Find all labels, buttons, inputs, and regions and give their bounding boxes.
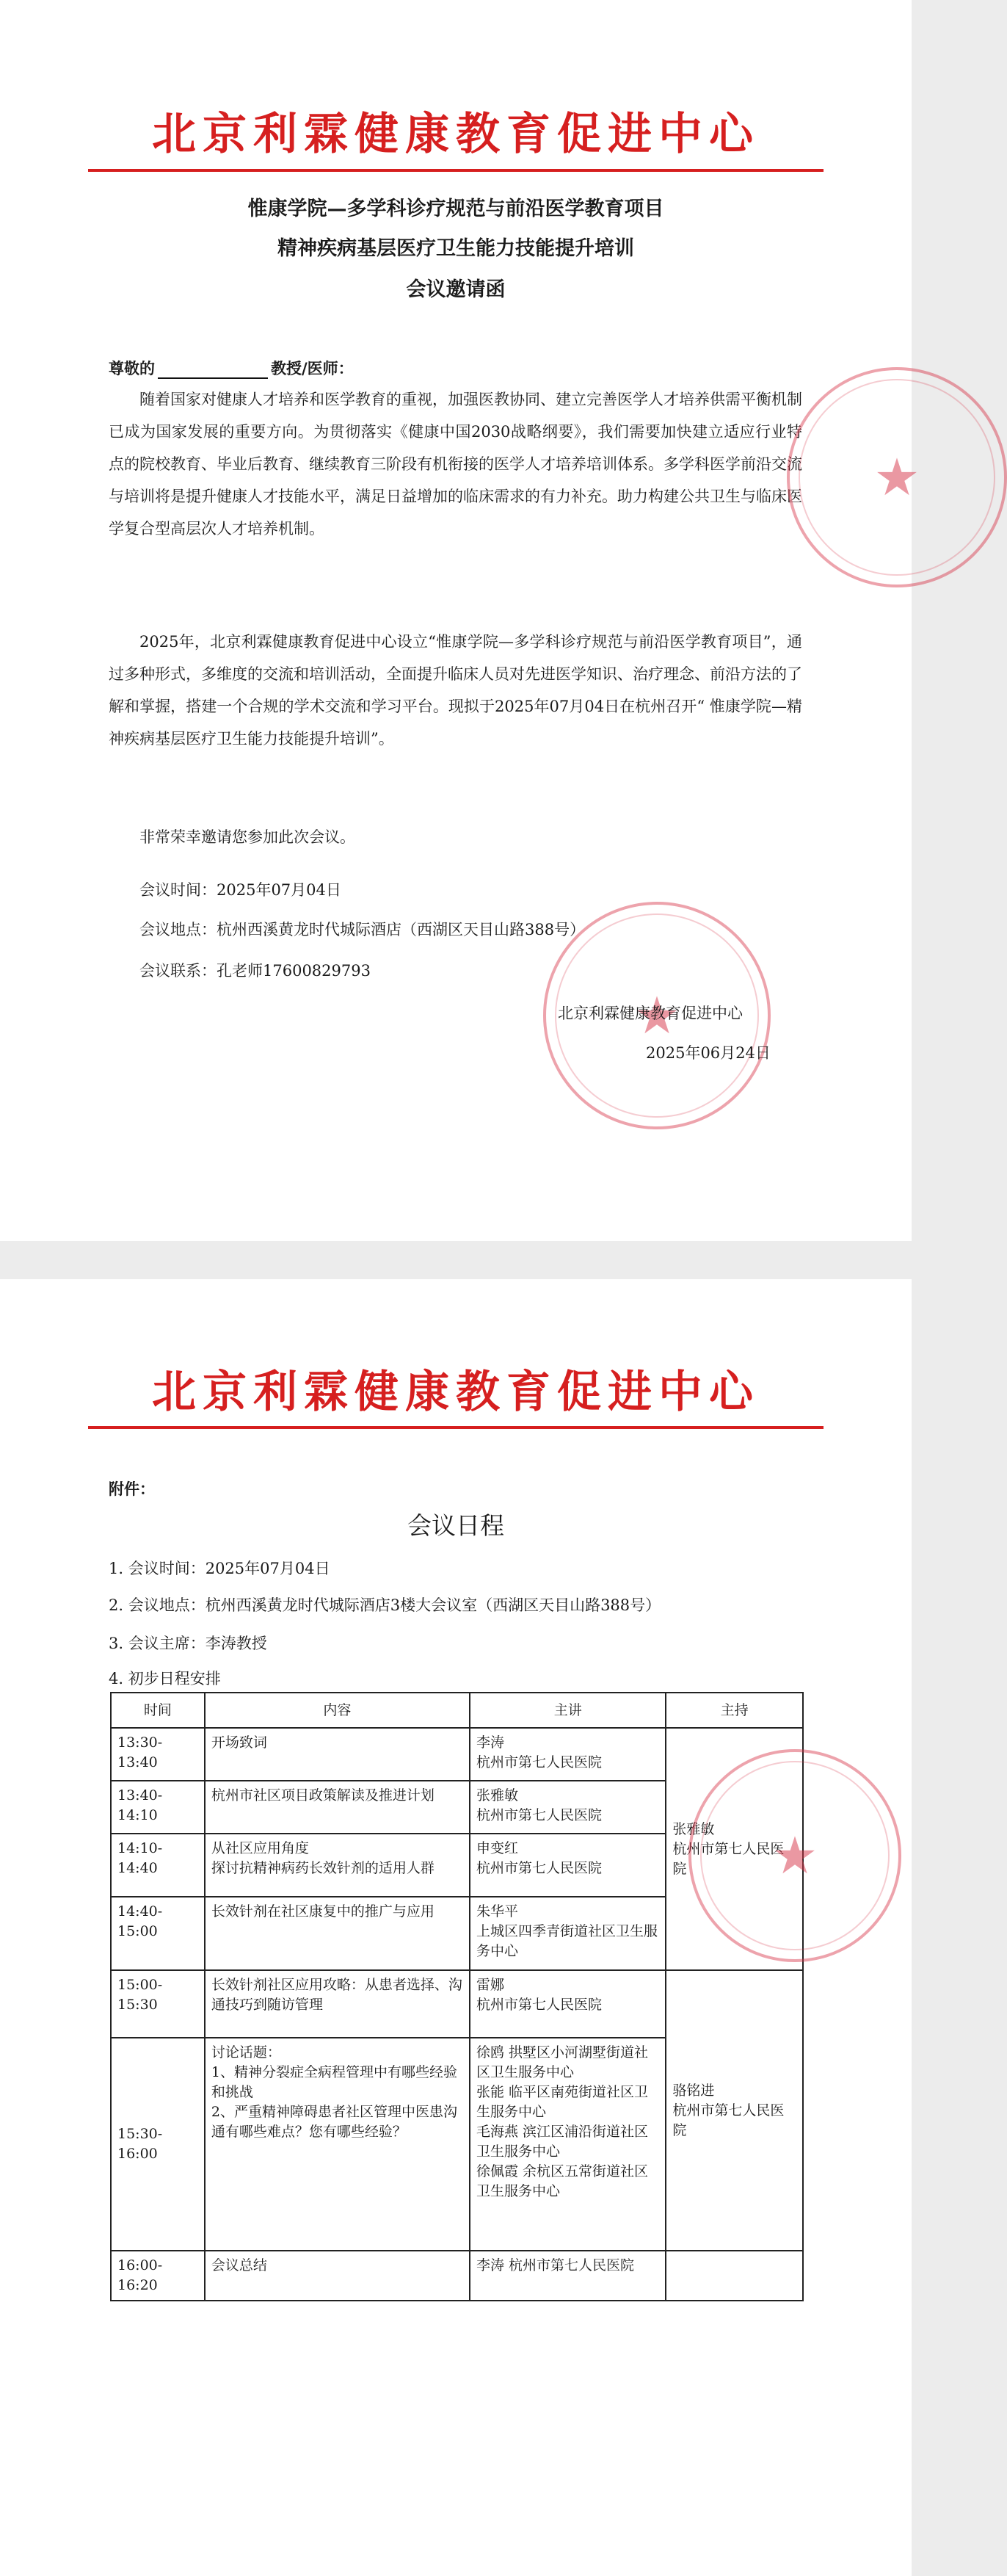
invitation-page bbox=[0, 0, 920, 1241]
table-row bbox=[111, 1728, 803, 1781]
seal-star-icon: ★ bbox=[633, 985, 680, 1046]
row-content: 会议总结 bbox=[205, 2251, 470, 2301]
info-place: 2. 会议地点：杭州西溪黄龙时代城际酒店3楼大会议室（西湖区天目山路388号） bbox=[109, 1596, 661, 1614]
paragraph-invite: 非常荣幸邀请您参加此次会议。 bbox=[139, 828, 355, 846]
seal-star-icon: ★ bbox=[771, 1826, 818, 1886]
salutation bbox=[109, 357, 354, 379]
row-time: 15:00-15:30 bbox=[111, 1970, 205, 2038]
paragraph-project: 2025年，北京利霖健康教育促进中心设立“惟康学院—多学科诊疗规范与前沿医学教育项目”，通过多种形式，多维度的交流和培训活动，全面提升临床人员对先进医学知识、治疗理念、前沿方法的了解和掌握，搭建一个合规的学术交流和学习平台。现拟于2025年07月04日在杭州召开“ 惟康学院—精神疾病基层医疗卫生能力技能提升培训”。 bbox=[109, 633, 802, 748]
header-host: 主持 bbox=[666, 1693, 803, 1728]
meeting-contact: 会议联系：孔老师17600829793 bbox=[139, 962, 371, 980]
training-title: 精神疾病基层医疗卫生能力技能提升培训 bbox=[277, 237, 634, 260]
salutation-suffix: 教授/医师： bbox=[271, 359, 354, 377]
row-speaker: 申变红 杭州市第七人民医院 bbox=[470, 1834, 666, 1897]
header-time: 时间 bbox=[111, 1693, 205, 1728]
letter-title: 会议邀请函 bbox=[406, 278, 506, 301]
row-time: 14:40-15:00 bbox=[111, 1897, 205, 1970]
row-time: 15:30-16:00 bbox=[111, 2038, 205, 2251]
row-speaker: 徐鸥 拱墅区小河湖墅街道社区卫生服务中心 张能 临平区南苑街道社区卫生服务中心 毛海燕 滨江区浦沿街道社区卫生服务中心 徐佩霞 余杭区五常街道社区卫生服务中心 bbox=[470, 2038, 666, 2251]
row-content: 讨论话题： 1、精神分裂症全病程管理中有哪些经验和挑战 2、严重精神障碍患者社区管理中医患沟通有哪些难点？您有哪些经验？ bbox=[205, 2038, 470, 2251]
letterhead-rule bbox=[88, 169, 824, 172]
row-content: 开场致词 bbox=[205, 1728, 470, 1781]
star-seal-icon bbox=[787, 367, 1007, 587]
letterhead-rule bbox=[88, 1426, 824, 1429]
row-content: 长效针剂在社区康复中的推广与应用 bbox=[205, 1897, 470, 1970]
info-time: 1. 会议时间：2025年07月04日 bbox=[109, 1560, 330, 1577]
table-row bbox=[111, 2251, 803, 2301]
signature-date: 2025年06月24日 bbox=[646, 1044, 771, 1062]
host-cell-1: 张雅敏 杭州市第七人民医院 bbox=[666, 1728, 803, 1970]
row-speaker: 雷娜 杭州市第七人民医院 bbox=[470, 1970, 666, 2038]
table-header-row bbox=[111, 1693, 803, 1728]
header-speaker: 主讲 bbox=[470, 1693, 666, 1728]
attachment-label: 附件： bbox=[109, 1480, 155, 1498]
salutation-prefix: 尊敬的 bbox=[109, 359, 155, 377]
row-content: 杭州市社区项目政策解读及推进计划 bbox=[205, 1781, 470, 1834]
name-blank bbox=[158, 361, 268, 379]
row-content: 从社区应用角度 探讨抗精神病药长效针剂的适用人群 bbox=[205, 1834, 470, 1897]
letterhead-title: 北京利霖健康教育促进中心 bbox=[152, 1367, 760, 1418]
row-speaker: 李涛 杭州市第七人民医院 bbox=[470, 1728, 666, 1781]
meeting-place: 会议地点：杭州西溪黄龙时代城际酒店（西湖区天目山路388号） bbox=[139, 921, 586, 938]
header-content: 内容 bbox=[205, 1693, 470, 1728]
row-speaker: 张雅敏 杭州市第七人民医院 bbox=[470, 1781, 666, 1834]
paragraph-background: 随着国家对健康人才培养和医学教育的重视，加强医教协同、建立完善医学人才培养供需平衡机制已成为国家发展的重要方向。为贯彻落实《健康中国2030战略纲要》，我们需要加快建立适应行业特点的院校教育、毕业后教育、继续教育三阶段有机衔接的医学人才培养培训体系。多学科医学前沿交流与培训将是提升健康人才技能水平，满足日益增加的临床需求的有力补充。助力构建公共卫生与临床医学复合型高层次人才培养机制。 bbox=[109, 391, 802, 538]
row-speaker: 朱华平 上城区四季青街道社区卫生服务中心 bbox=[470, 1897, 666, 1970]
row-time: 14:10-14:40 bbox=[111, 1834, 205, 1897]
signature-org: 北京利霖健康教育促进中心 bbox=[558, 1005, 743, 1022]
row-time: 13:40-14:10 bbox=[111, 1781, 205, 1834]
table-row bbox=[111, 1970, 803, 2038]
host-cell-2: 骆铭进 杭州市第七人民医院 bbox=[666, 1970, 803, 2251]
info-agenda: 4. 初步日程安排 bbox=[109, 1670, 221, 1687]
schedule-page bbox=[0, 1279, 912, 2576]
page-gap bbox=[0, 1241, 912, 1279]
seal-star-icon: ★ bbox=[873, 447, 920, 507]
row-time: 13:30-13:40 bbox=[111, 1728, 205, 1781]
letterhead-title: 北京利霖健康教育促进中心 bbox=[152, 109, 760, 160]
row-content: 长效针剂社区应用攻略：从患者选择、沟通技巧到随访管理 bbox=[205, 1970, 470, 2038]
schedule-title: 会议日程 bbox=[407, 1511, 504, 1540]
row-time: 16:00-16:20 bbox=[111, 2251, 205, 2301]
star-seal-icon bbox=[688, 1749, 901, 1962]
row-speaker: 李涛 杭州市第七人民医院 bbox=[470, 2251, 666, 2301]
info-chair: 3. 会议主席：李涛教授 bbox=[109, 1635, 267, 1652]
project-title: 惟康学院—多学科诊疗规范与前沿医学教育项目 bbox=[247, 198, 664, 220]
host-cell-empty bbox=[666, 2251, 803, 2301]
seal-ring bbox=[700, 1761, 890, 1950]
seal-ring bbox=[799, 379, 995, 576]
meeting-time: 会议时间：2025年07月04日 bbox=[139, 881, 341, 899]
